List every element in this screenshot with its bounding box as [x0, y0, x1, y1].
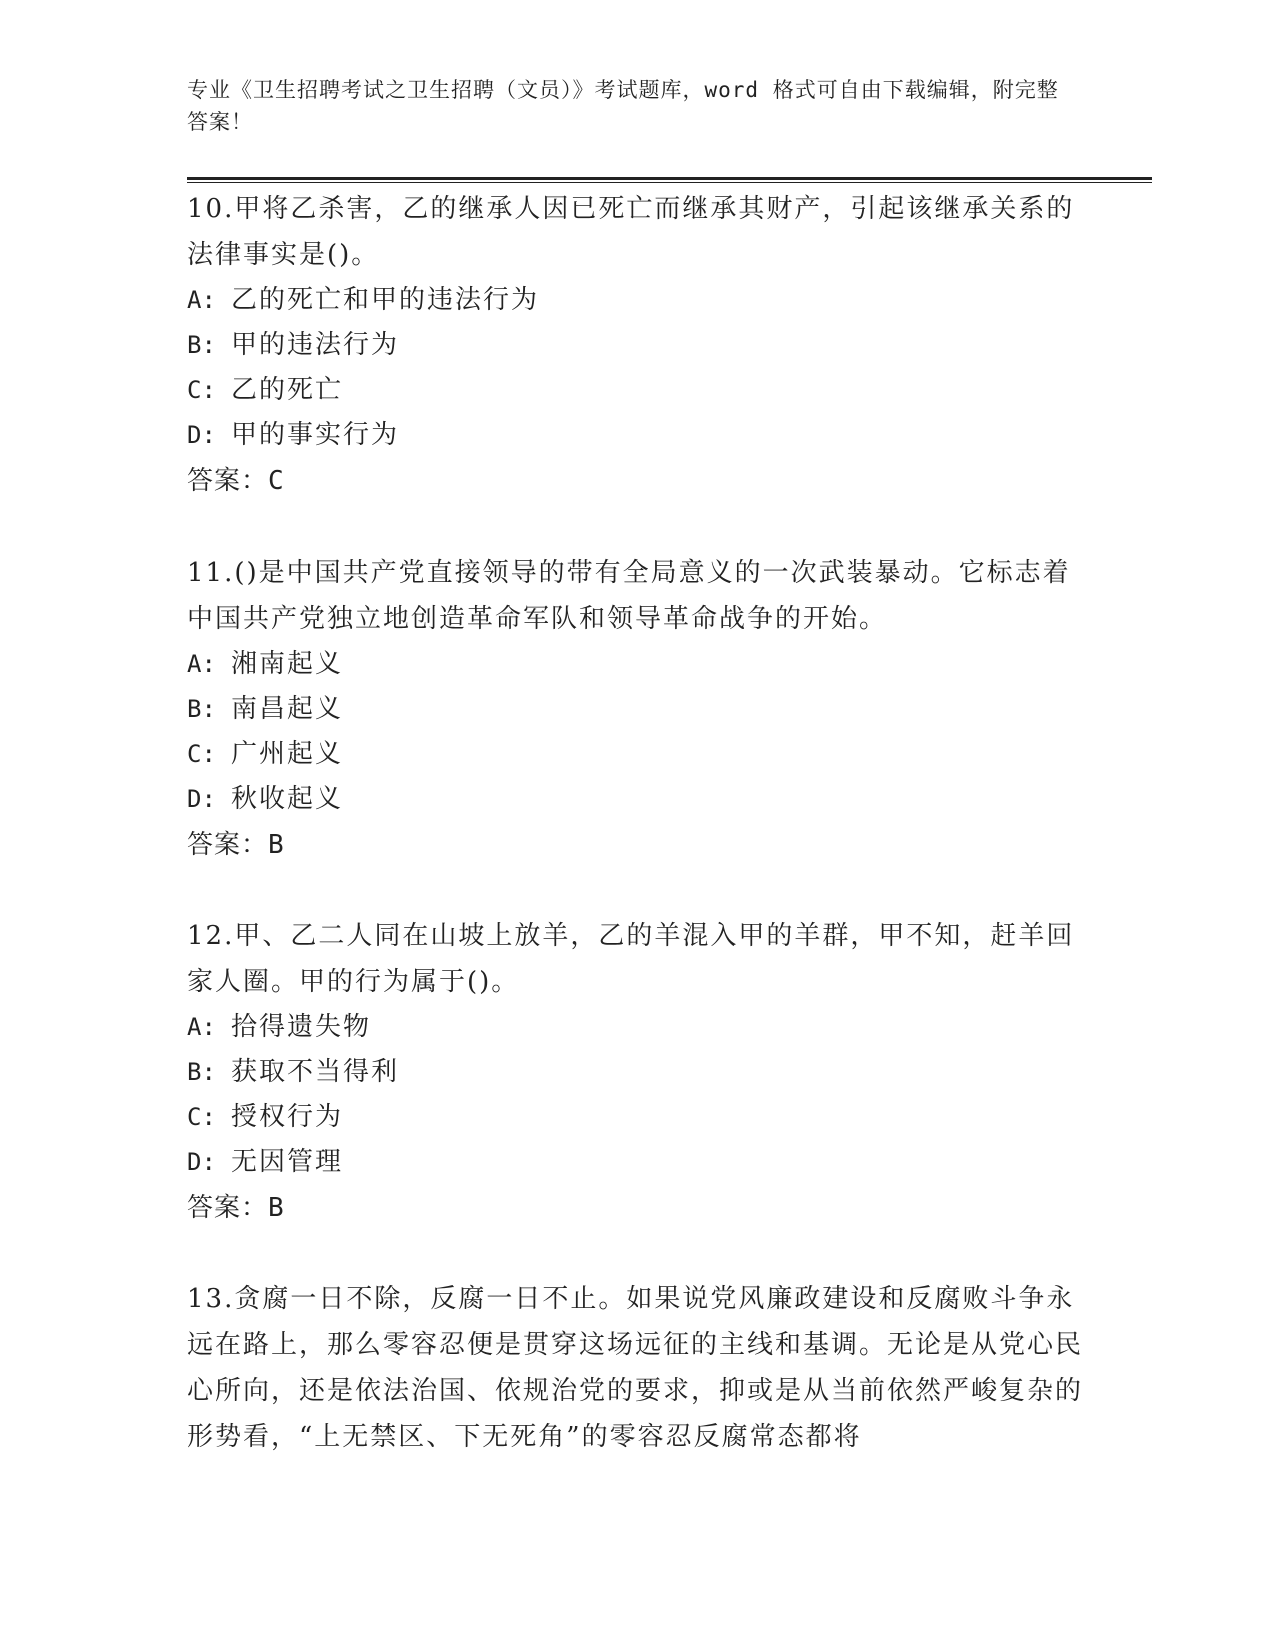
question-stem: 12.甲、乙二人同在山坡上放羊，乙的羊混入甲的羊群，甲不知，赶羊回家人圈。甲的行为属于()。 — [187, 921, 1075, 997]
option-a — [187, 642, 1087, 687]
option-text: 广州起义 — [231, 739, 344, 769]
option-key: A: — [187, 650, 216, 678]
option-text: 秋收起义 — [231, 784, 344, 814]
option-c — [187, 368, 1087, 413]
option-key: B: — [187, 331, 216, 359]
question-10 — [187, 186, 1087, 504]
answer-label: 答案： — [187, 1193, 269, 1223]
option-text: 南昌起义 — [231, 694, 344, 724]
answer-line — [187, 1185, 1087, 1231]
option-text: 无因管理 — [231, 1147, 344, 1177]
answer-label: 答案： — [187, 466, 269, 496]
option-text: 湘南起义 — [231, 649, 344, 679]
option-key: A: — [187, 1013, 216, 1041]
option-key: C: — [187, 376, 216, 404]
header-divider-thick — [187, 177, 1152, 180]
header-divider-thin — [187, 182, 1152, 183]
option-text: 授权行为 — [231, 1102, 344, 1132]
question-stem: 10.甲将乙杀害，乙的继承人因已死亡而继承其财产，引起该继承关系的法律事实是()。 — [187, 194, 1075, 270]
option-text: 甲的违法行为 — [231, 330, 400, 360]
option-key: B: — [187, 1058, 216, 1086]
answer-line — [187, 458, 1087, 504]
question-11 — [187, 550, 1087, 868]
option-d — [187, 1140, 1087, 1185]
question-stem: 13.贪腐一日不除，反腐一日不止。如果说党风廉政建设和反腐败斗争永远在路上，那么零容忍便是贯穿这场远征的主线和基调。无论是从党心民心所向，还是依法治国、依规治党的要求，抑或是从当前依然严峻复杂的形势看，“上无禁区、下无死角”的零容忍反腐常态都将 — [187, 1284, 1084, 1452]
option-key: D: — [187, 785, 216, 813]
question-stem: 11.()是中国共产党直接领导的带有全局意义的一次武装暴动。它标志着中国共产党独立地创造革命军队和领导革命战争的开始。 — [187, 558, 1071, 634]
option-b — [187, 1050, 1087, 1095]
document-header-intro: 专业《卫生招聘考试之卫生招聘（文员）》考试题库，word 格式可自由下载编辑，附完整答案！ — [187, 78, 1059, 134]
answer-value: B — [268, 1193, 285, 1223]
option-text: 甲的事实行为 — [231, 420, 400, 450]
option-a — [187, 278, 1087, 323]
option-d — [187, 777, 1087, 822]
option-text: 乙的死亡 — [231, 375, 344, 405]
option-key: D: — [187, 1148, 216, 1176]
option-key: B: — [187, 695, 216, 723]
option-c — [187, 1095, 1087, 1140]
answer-label: 答案： — [187, 830, 269, 860]
option-text: 乙的死亡和甲的违法行为 — [231, 285, 540, 315]
question-12 — [187, 913, 1087, 1231]
option-text: 获取不当得利 — [231, 1057, 400, 1087]
option-a — [187, 1005, 1087, 1050]
question-13 — [187, 1276, 1087, 1460]
answer-value: C — [268, 466, 285, 496]
option-text: 拾得遗失物 — [231, 1012, 372, 1042]
option-key: A: — [187, 286, 216, 314]
option-key: C: — [187, 740, 216, 768]
option-d — [187, 413, 1087, 458]
option-key: C: — [187, 1103, 216, 1131]
answer-value: B — [268, 830, 285, 860]
option-b — [187, 323, 1087, 368]
option-c — [187, 732, 1087, 777]
option-b — [187, 687, 1087, 732]
answer-line — [187, 822, 1087, 868]
option-key: D: — [187, 421, 216, 449]
